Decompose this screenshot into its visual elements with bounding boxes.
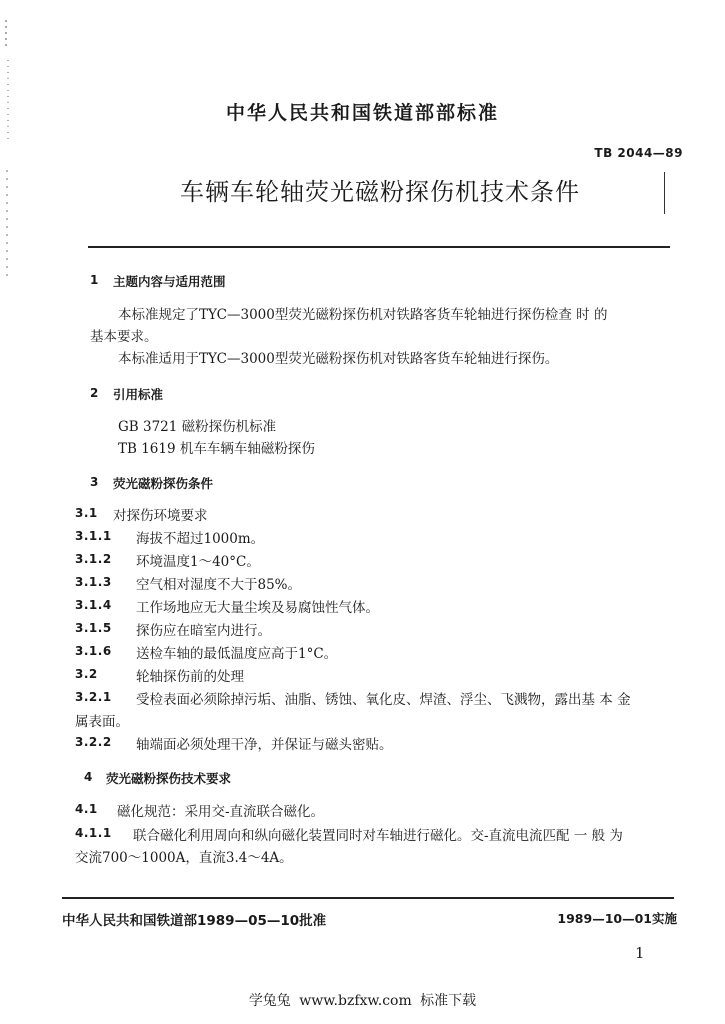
clause-3-1-3-text: 空气相对湿度不大于85%。	[136, 577, 302, 593]
clause-3-1-number: 3.1	[75, 506, 98, 520]
clause-3-1-1-text: 海拔不超过1000m。	[136, 531, 265, 547]
section-2-title: 引用标准	[113, 387, 164, 402]
clause-4-1-1-text-line-2: 交流700～1000A，直流3.4～4A。	[75, 850, 293, 866]
approval-date: 中华人民共和国铁道部1989—05—10批准	[62, 913, 327, 929]
clause-3-1-5-number: 3.1.5	[75, 621, 112, 635]
clause-3-2-1-text-line-1: 受检表面必须除掉污垢、油脂、锈蚀、氧化皮、焊渣、浮尘、飞溅物，露出基 本 金	[136, 692, 631, 708]
section-4-number: 4	[84, 770, 93, 784]
clause-3-2-1-text-line-2: 属表面。	[75, 714, 129, 730]
section-3-title: 荧光磁粉探伤条件	[113, 476, 214, 491]
reference-gb-3721: GB 3721 磁粉探伤机标准	[118, 419, 277, 435]
section-2-number: 2	[90, 386, 99, 400]
section-1-number: 1	[90, 273, 99, 287]
section-1-paragraph-2: 本标准适用于TYC—3000型荧光磁粉探伤机对铁路客货车轮轴进行探伤。	[118, 351, 559, 367]
clause-3-2-2-text: 轴端面必须处理干净，并保证与磁头密贴。	[136, 737, 393, 753]
issuing-authority: 中华人民共和国铁道部部标准	[225, 102, 499, 124]
clause-4-1-1-text-line-1: 联合磁化利用周向和纵向磁化装置同时对车轴进行磁化。交-直流电流匹配 一 般 为	[133, 828, 623, 844]
clause-3-1-3-number: 3.1.3	[75, 575, 112, 589]
watermark-text: 学兔兔 www.bzfxw.com 标准下载	[248, 993, 477, 1009]
clause-4-1-1-number: 4.1.1	[75, 826, 112, 840]
header-rule	[88, 246, 670, 248]
section-1-paragraph-1-line-2: 基本要求。	[90, 329, 158, 345]
standard-number: TB 2044—89	[594, 146, 683, 160]
section-3-number: 3	[90, 475, 99, 489]
clause-3-1-2-text: 环境温度1～40°C。	[136, 554, 260, 570]
clause-3-1-4-number: 3.1.4	[75, 598, 112, 612]
clause-4-1-number: 4.1	[75, 802, 98, 816]
clause-3-1-1-number: 3.1.1	[75, 529, 112, 543]
clause-3-1-6-text: 送检车轴的最低温度应高于1°C。	[136, 646, 338, 662]
clause-3-2-2-number: 3.2.2	[75, 735, 112, 749]
section-1-paragraph-1-line-1: 本标准规定了TYC—3000型荧光磁粉探伤机对铁路客货车轮轴进行探伤检查 时 的	[118, 307, 608, 323]
footer-rule	[62, 897, 674, 899]
clause-3-2-text: 轮轴探伤前的处理	[136, 669, 244, 685]
document-title: 车辆车轮轴荧光磁粉探伤机技术条件	[180, 178, 580, 206]
page-number: 1	[635, 944, 645, 962]
clause-3-2-number: 3.2	[75, 667, 98, 681]
section-1-title: 主题内容与适用范围	[113, 274, 226, 289]
clause-3-2-1-number: 3.2.1	[75, 690, 112, 704]
clause-3-1-4-text: 工作场地应无大量尘埃及易腐蚀性气体。	[136, 600, 379, 616]
effective-date: 1989—10—01实施	[557, 911, 677, 926]
clause-3-1-2-number: 3.1.2	[75, 552, 112, 566]
section-4-title: 荧光磁粉探伤技术要求	[106, 771, 232, 786]
clause-3-1-5-text: 探伤应在暗室内进行。	[136, 623, 271, 639]
clause-3-1-text: 对探伤环境要求	[113, 508, 208, 524]
title-margin-bar	[664, 172, 665, 214]
clause-4-1-text: 磁化规范：采用交-直流联合磁化。	[117, 804, 325, 820]
reference-tb-1619: TB 1619 机车车辆车轴磁粉探伤	[118, 441, 315, 457]
scan-edge-marks	[4, 20, 12, 280]
clause-3-1-6-number: 3.1.6	[75, 644, 112, 658]
